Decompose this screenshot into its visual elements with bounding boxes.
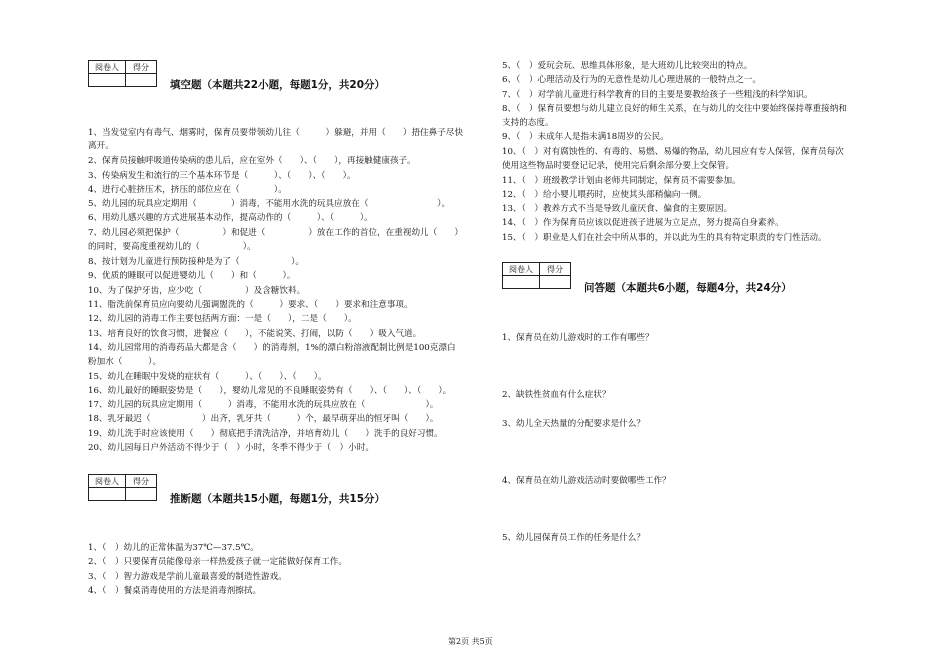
judge-line: 9、（ ）未成年人是指未满18周岁的公民。 <box>502 132 669 142</box>
fill-line: 16、幼儿最好的睡眠姿势是（ ），婴幼儿常见的不良睡眠姿势有（ ）、（ ）、（ ）。 <box>88 386 452 396</box>
reviewer-label: 阅卷人 <box>89 475 126 488</box>
fill-line: 15、幼儿在睡眠中发烧的症状有（ ）、（ ）、（ ）。 <box>88 372 327 382</box>
score-cell <box>126 488 157 501</box>
score-cell <box>126 74 157 87</box>
reviewer-label: 阅卷人 <box>89 61 126 74</box>
reviewer-cell <box>503 276 540 289</box>
judge-line: 1、（ ）幼儿的正常体温为37℃—37.5℃。 <box>88 543 259 553</box>
score-box-qa <box>502 262 571 289</box>
score-box-fill <box>88 60 157 87</box>
qa-question: 1、保育员在幼儿游戏时的工作有哪些？ <box>502 333 654 343</box>
fill-line: 14、幼儿园常用的消毒药品大都是含（ ）的消毒剂，1%的漂白粉溶液配制比例是100克漂白 <box>88 343 456 353</box>
page-footer: 第2页 共5页 <box>448 637 493 646</box>
fill-line: 5、幼儿园的玩具应定期用（ ）消毒，不能用水洗的玩具应放在（ ）。 <box>88 199 451 209</box>
score-label: 得分 <box>126 61 157 74</box>
judge-line: 8、（ ）保育员要想与幼儿建立良好的师生关系，在与幼儿的交往中要始终保持尊重接纳和 <box>502 104 847 114</box>
judge-line: 6、（ ）心理活动及行为的无意性是幼儿心理进展的一般特点之一。 <box>502 75 761 85</box>
judge-line: 3、（ ）智力游戏是学前儿童最喜爱的制造性游戏。 <box>88 572 287 582</box>
judge-line: 11、（ ）班级教学计划由老师共同制定，保育员不需要参加。 <box>502 176 741 186</box>
score-cell <box>540 276 571 289</box>
judge-line: 10、（ ）对有腐蚀性的、有毒的、易燃、易爆的物品，幼儿园应有专人保管，保育员每次 <box>502 147 844 157</box>
qa-question: 4、保育员在幼儿游戏活动时要做哪些工作？ <box>502 476 671 486</box>
judge-line: 7、（ ）对学前儿童进行科学教育的目的主要是要教给孩子一些粗浅的科学知识。 <box>502 90 813 100</box>
fill-line: 17、幼儿园的玩具应定期用（ ）消毒，不能用水洗的玩具应放在（ ）。 <box>88 400 439 410</box>
fill-line: 13、培育良好的饮食习惯，进餐应（ ），不能说笑、打闹，以防（ ）吸入气道。 <box>88 329 422 339</box>
fill-line: 7、幼儿园必须把保护（ ）和促进（ ）放在工作的首位，在重视幼儿（ ） <box>88 228 464 238</box>
judge-line: 15、（ ）职业是人们在社会中所从事的，并以此为生的具有特定职责的专门性活动。 <box>502 233 827 243</box>
reviewer-label: 阅卷人 <box>503 263 540 276</box>
reviewer-cell <box>89 74 126 87</box>
fill-line: 3、传染病发生和流行的三个基本环节是（ ）、（ ）、（ ）。 <box>88 171 356 181</box>
fill-line: 1、当发觉室内有毒气、烟雾时，保育员要带领幼儿往（ ）躲避，并用（ ）捂住鼻子尽快 <box>88 128 464 138</box>
judge-line: 2、（ ）只要保育员能像母亲一样热爱孩子就一定能做好保育工作。 <box>88 557 347 567</box>
qa-question: 3、幼儿全天热量的分配要求是什么？ <box>502 419 645 429</box>
fill-line: 9、优质的睡眠可以促进婴幼儿（ ）和（ ）。 <box>88 271 296 281</box>
fill-line: 4、进行心脏挤压术，挤压的部位应在（ ）。 <box>88 185 287 195</box>
judge-line: 14、（ ）作为保育员应该以促进孩子进展为立足点，努力提高自身素养。 <box>502 218 784 228</box>
fill-line: 的同时，要高度重视幼儿的（ ）。 <box>88 242 256 252</box>
judge-line: 支持的态度。 <box>502 118 554 128</box>
fill-line: 8、按计划为儿童进行预防接种是为了（ ）。 <box>88 257 305 267</box>
judge-line: 5、（ ）爱玩会玩、思维具体形象，是大班幼儿比较突出的特点。 <box>502 61 753 71</box>
qa-question: 5、幼儿园保育员工作的任务是什么？ <box>502 533 645 543</box>
fill-line: 19、幼儿洗手时应该使用（ ）彻底把手清洗洁净，并培育幼儿（ ）洗手的良好习惯。 <box>88 429 443 439</box>
judge-line: 使用这些物品时要登记记录，使用完后剩余部分要上交保管。 <box>502 161 735 171</box>
reviewer-cell <box>89 488 126 501</box>
fill-line: 11、脂洗前保育员应向要幼儿强调盥洗的（ ）要求、（ ）要求和注意事项。 <box>88 300 413 310</box>
fill-line: 2、保育员接触呼吸道传染病的患儿后，应在室外（ ）、（ ），再接触健康孩子。 <box>88 156 416 166</box>
fill-line: 10、为了保护牙齿，应少吃（ ）及含糖饮料。 <box>88 286 306 296</box>
fill-line: 粉加水（ ）。 <box>88 357 162 367</box>
fill-line: 12、幼儿园的消毒工作主要包括两方面：一是（ ），二是（ ）。 <box>88 314 357 324</box>
score-box-judge <box>88 474 157 501</box>
score-label: 得分 <box>126 475 157 488</box>
qa-question: 2、缺铁性贫血有什么症状？ <box>502 390 611 400</box>
fill-line: 离开。 <box>88 141 114 151</box>
judge-section-title: 推断题（本题共15小题，每题1分，共15分） <box>170 493 386 505</box>
fill-line: 20、幼儿园每日户外活动不得少于（ ）小时，冬季不得少于（ ）小时。 <box>88 443 374 453</box>
fill-section-title: 填空题（本题共22小题，每题1分，共20分） <box>170 79 386 91</box>
judge-line: 12、（ ）给小婴儿喂药时，应使其头部稍偏向一侧。 <box>502 190 707 200</box>
qa-section-title: 问答题（本题共6小题，每题4分，共24分） <box>584 282 792 294</box>
fill-line: 6、用幼儿感兴趣的方式进展基本动作，提高动作的（ ）、（ ）。 <box>88 213 373 223</box>
judge-line: 4、（ ）餐桌消毒使用的方法是消毒剂擦拭。 <box>88 586 262 596</box>
judge-line: 13、（ ）教养方式不当是导致儿童厌食、偏食的主要原因。 <box>502 204 733 214</box>
fill-line: 18、乳牙最迟（ ）出齐，乳牙共（ ）个，最早萌芽出的恒牙叫（ ）。 <box>88 414 439 424</box>
score-label: 得分 <box>540 263 571 276</box>
